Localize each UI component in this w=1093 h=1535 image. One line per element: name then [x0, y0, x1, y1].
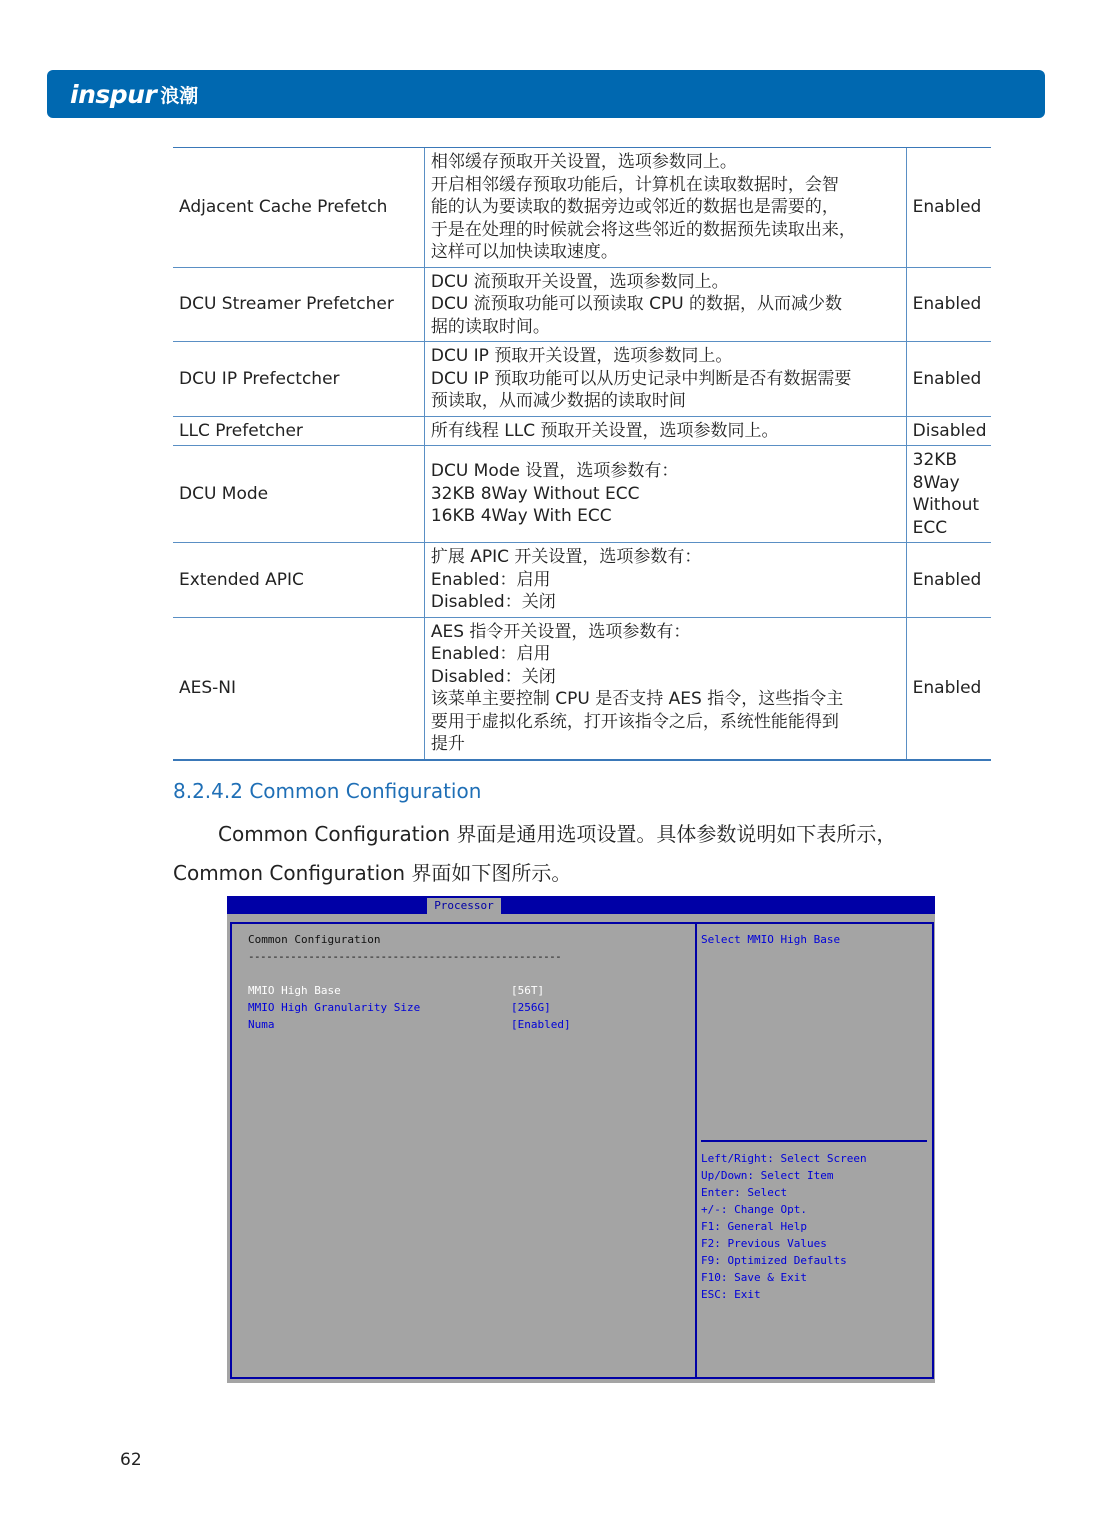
param-default-value: Enabled	[906, 617, 991, 760]
bios-key-6: F9: Optimized Defaults	[701, 1254, 847, 1267]
description-line: Disabled：关闭	[430, 592, 556, 612]
param-name: Adjacent Cache Prefetch	[173, 148, 424, 268]
param-default-value: Enabled	[906, 267, 991, 342]
description-line: DCU IP 预取开关设置，选项参数同上。	[430, 346, 733, 366]
bios-key-2: Enter: Select	[701, 1186, 788, 1199]
bios-item-mmio-granularity[interactable]: MMIO High Granularity Size	[248, 1001, 421, 1014]
param-description	[424, 543, 906, 618]
bios-value-numa[interactable]: [Enabled]	[511, 1018, 571, 1031]
intro-paragraph-line2: Common Configuration 界面如下图所示。	[173, 861, 572, 885]
parameter-table	[173, 147, 991, 761]
description-line: AES 指令开关设置，选项参数有：	[430, 621, 691, 642]
description-line: Disabled：关闭	[430, 666, 556, 687]
table-row	[173, 617, 991, 760]
description-line: DCU Mode 设置，选项参数有：	[430, 461, 679, 482]
bios-key-3: +/-: Change Opt.	[701, 1203, 807, 1216]
param-name: DCU IP Prefectcher	[173, 342, 424, 417]
bios-tab-processor[interactable]: Processor	[427, 898, 501, 914]
param-name: DCU Streamer Prefetcher	[173, 267, 424, 342]
param-name: Extended APIC	[173, 543, 424, 618]
bios-key-4: F1: General Help	[701, 1220, 807, 1233]
bios-help-separator	[701, 1140, 927, 1142]
param-name: DCU Mode	[173, 446, 424, 543]
description-line: 16KB 4Way With ECC	[430, 506, 612, 527]
table-row	[173, 543, 991, 618]
param-description	[424, 416, 906, 446]
description-line: 于是在处理的时候就会将这些邻近的数据预先读取出来，	[430, 219, 856, 240]
description-line: 开启相邻缓存预取功能后，计算机在读取数据时，会智	[430, 174, 839, 195]
param-description	[424, 148, 906, 268]
bios-value-mmio-granularity[interactable]: [256G]	[511, 1001, 551, 1014]
bios-key-legend	[701, 1150, 867, 1303]
bios-key-8: ESC: Exit	[701, 1288, 761, 1301]
bios-key-1: Up/Down: Select Item	[701, 1169, 834, 1182]
description-line: 能的认为要读取的数据旁边或邻近的数据也是需要的，	[430, 197, 839, 217]
inspur-logo	[70, 78, 198, 110]
page-number: 62	[120, 1450, 142, 1470]
bios-value-mmio-high-base[interactable]: [56T]	[511, 984, 545, 997]
bios-key-5: F2: Previous Values	[701, 1237, 827, 1250]
description-line: DCU 流预取开关设置，选项参数同上。	[430, 271, 729, 292]
param-default-value: Enabled	[906, 543, 991, 618]
description-line: DCU IP 预取功能可以从历史记录中判断是否有数据需要	[430, 368, 852, 389]
param-description	[424, 446, 906, 543]
param-default-value: 32KB 8Way Without ECC	[906, 446, 991, 543]
table-row	[173, 342, 991, 417]
bios-screenshot	[227, 896, 935, 1383]
section-title: 8.2.4.2 Common Configuration	[173, 779, 482, 803]
description-line: Enabled：启用	[430, 644, 551, 664]
param-default-value: Disabled	[906, 416, 991, 446]
description-line: 相邻缓存预取开关设置，选项参数同上。	[430, 152, 737, 172]
param-name: LLC Prefetcher	[173, 416, 424, 446]
param-description	[424, 617, 906, 760]
description-line: DCU 流预取功能可以预读取 CPU 的数据，从而减少数	[430, 294, 843, 314]
param-default-value: Enabled	[906, 342, 991, 417]
param-name: AES-NI	[173, 617, 424, 760]
description-line: 预读取，从而减少数据的读取时间	[430, 391, 686, 411]
description-line: 要用于虚拟化系统，打开该指令之后，系统性能能得到	[430, 711, 839, 732]
bios-key-7: F10: Save & Exit	[701, 1271, 807, 1284]
description-line: 据的读取时间。	[430, 316, 550, 337]
bios-dash-line: ----------------------------------------------------	[248, 950, 562, 963]
bios-top-bar	[227, 896, 935, 914]
logo-cjk: 浪潮	[160, 84, 199, 107]
bios-item-mmio-high-base[interactable]: MMIO High Base	[248, 984, 341, 997]
description-line: 提升	[430, 734, 465, 754]
bios-divider	[695, 922, 697, 1379]
description-line: Enabled：启用	[430, 569, 551, 590]
description-line: 32KB 8Way Without ECC	[430, 483, 640, 504]
param-description	[424, 267, 906, 342]
table-row	[173, 148, 991, 268]
table-row	[173, 267, 991, 342]
description-line: 这样可以加快读取速度。	[430, 242, 618, 262]
description-line: 扩展 APIC 开关设置，选项参数有：	[430, 547, 702, 567]
logo-latin: inspur	[70, 79, 157, 109]
description-line: 该菜单主要控制 CPU 是否支持 AES 指令，这些指令主	[430, 689, 844, 709]
table-row	[173, 416, 991, 446]
bios-key-0: Left/Right: Select Screen	[701, 1152, 867, 1165]
intro-paragraph-line1: Common Configuration 界面是通用选项设置。具体参数说明如下表所示，	[218, 822, 897, 846]
bios-help-text: Select MMIO High Base	[701, 933, 841, 946]
param-description	[424, 342, 906, 417]
bios-item-numa[interactable]: Numa	[248, 1018, 275, 1031]
table-row	[173, 446, 991, 543]
param-default-value: Enabled	[906, 148, 991, 268]
description-line: 所有线程 LLC 预取开关设置，选项参数同上。	[430, 420, 779, 441]
bios-page-title: Common Configuration	[248, 933, 381, 946]
